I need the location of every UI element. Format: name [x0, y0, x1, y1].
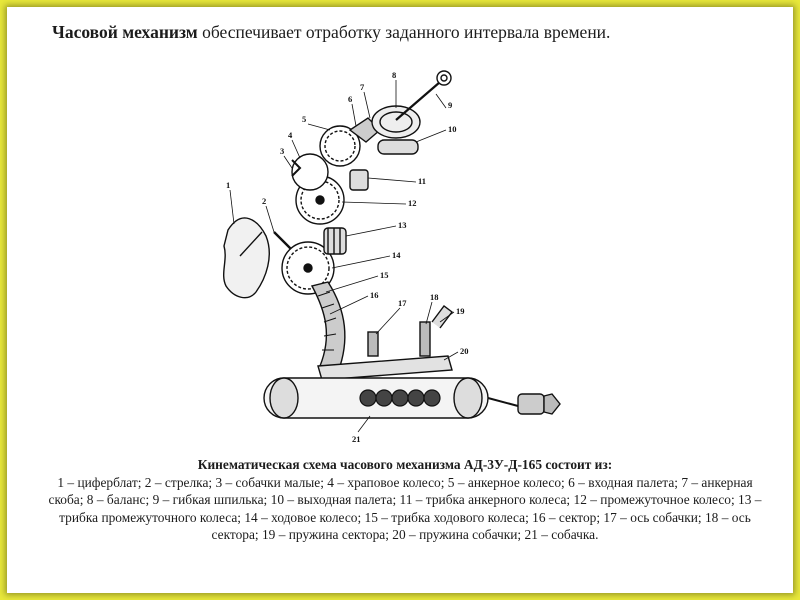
sector-axis — [420, 322, 430, 356]
part-label-6: 6 — [348, 94, 353, 104]
pawl-axis — [368, 332, 378, 356]
anchor-pinion — [350, 170, 368, 190]
part-label-10: 10 — [448, 124, 457, 134]
part-label-17: 17 — [398, 298, 407, 308]
part-label-13: 13 — [398, 220, 407, 230]
clockwork-kinematic-diagram — [200, 60, 620, 455]
part-label-8: 8 — [392, 70, 397, 80]
part-label-4: 4 — [288, 130, 293, 140]
part-label-3: 3 — [280, 146, 285, 156]
part-label-1: 1 — [226, 180, 231, 190]
part-label-7: 7 — [360, 82, 365, 92]
part-label-16: 16 — [370, 290, 379, 300]
part-label-15: 15 — [380, 270, 389, 280]
balance-wheel — [372, 106, 420, 138]
part-label-11: 11 — [418, 176, 427, 186]
slide-title — [52, 22, 782, 43]
diagram-caption — [40, 456, 770, 544]
part-label-18: 18 — [430, 292, 439, 302]
sector-spring — [432, 306, 452, 328]
sector — [312, 282, 345, 372]
caption-heading: Кинематическая схема часового механизма АД-3У-Д-165 состоит из: — [197, 457, 613, 472]
cylinder-end-nut — [518, 394, 544, 414]
part-label-21: 21 — [352, 434, 361, 444]
title-rest: обеспечивает отработку заданного интервала времени. — [197, 22, 611, 42]
part-label-19: 19 — [456, 306, 465, 316]
part-label-5: 5 — [302, 114, 307, 124]
intermediate-pinion — [324, 228, 346, 254]
part-label-20: 20 — [460, 346, 469, 356]
part-label-12: 12 — [408, 198, 417, 208]
part-label-9: 9 — [448, 100, 453, 110]
part-label-14: 14 — [392, 250, 401, 260]
part-label-2: 2 — [262, 196, 267, 206]
dial-plate — [224, 218, 270, 298]
caption-body: 1 – циферблат; 2 – стрелка; 3 – собачки малые; 4 – храповое колесо; 5 – анкерное колесо; 6 – входная палета; 7 – анкерная скоба; 8 – баланс; 9 – гибкая шпилька; 10 – выходная палета; 11 – трибка анкерного колеса; 12 – промежуточное колесо; 13 – трибка промежуточного колеса; 14 – ходовое колесо; 15 – трибка ходового колеса; 16 – сектор; 17 – ось собачки; 18 – ось сектора; 19 – пружина сектора; 20 – пружина собачки; 21 – собачка. — [48, 474, 762, 543]
title-bold: Часовой механизм — [52, 22, 198, 42]
output-palette — [378, 140, 418, 154]
